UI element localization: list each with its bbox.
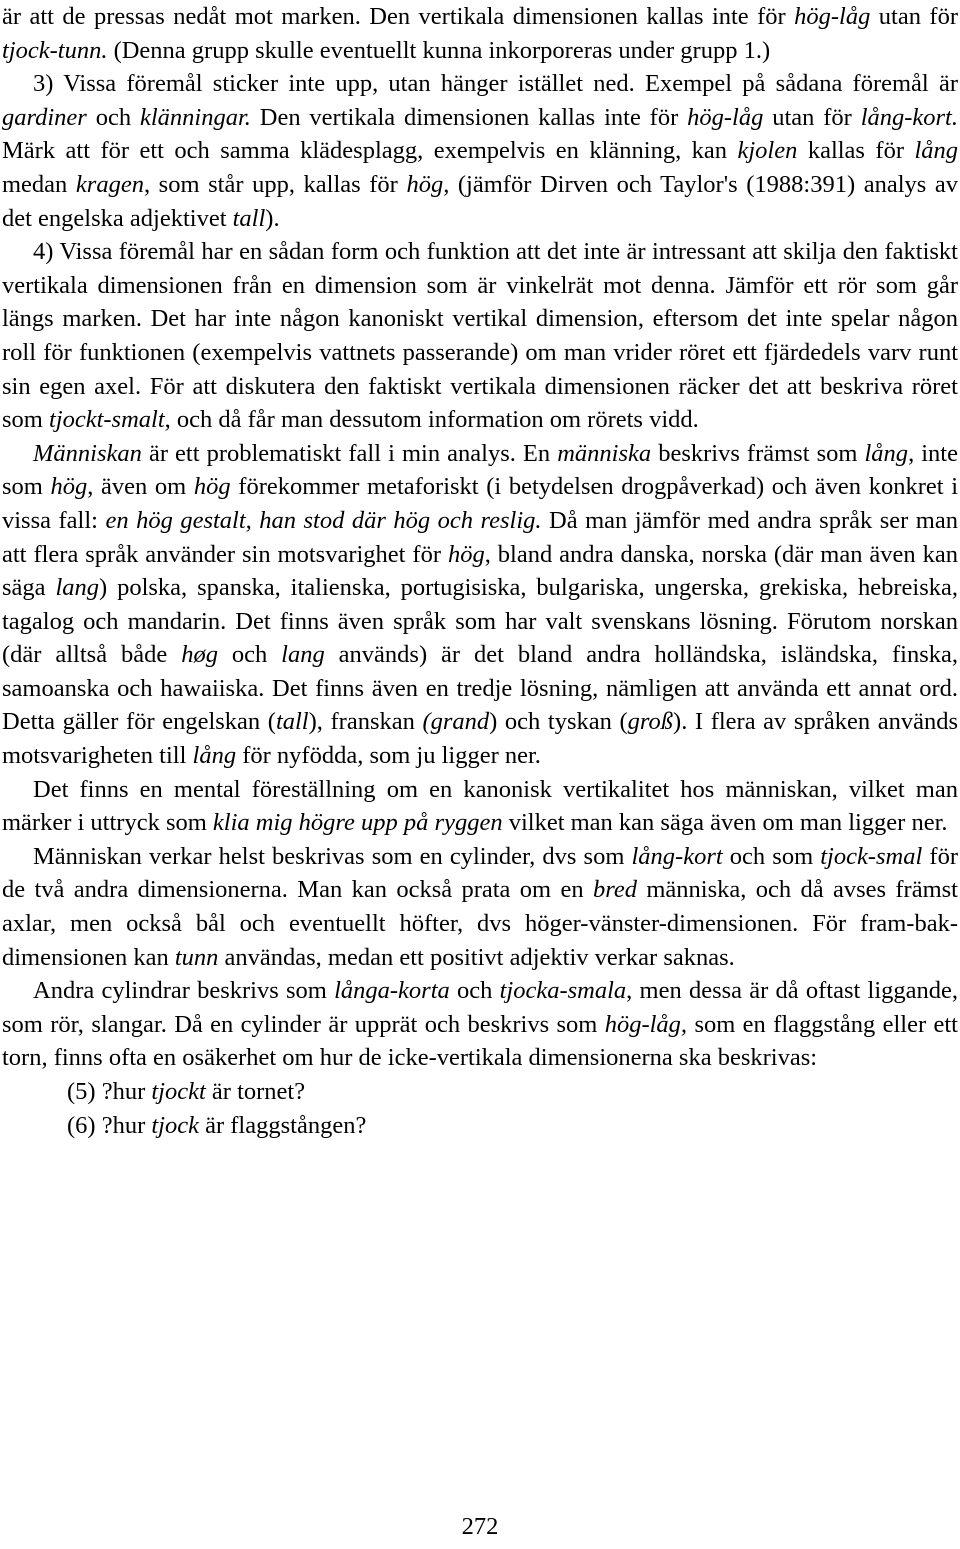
text-run: (jämför Dirven och Taylor's (1988:391) analys av det engelska adjektivet	[2, 170, 959, 232]
italic-term: lång-kort	[631, 842, 723, 870]
italic-term: groß	[627, 708, 674, 736]
text-run: vilket man kan säga även om man ligger ner.	[502, 809, 948, 837]
example-list	[2, 1075, 958, 1142]
italic-term: kragen	[75, 170, 144, 198]
text-run: används) är det bland andra holländska, isländska, finska, samoanska och hawaiiska. Det finns även en tredje lösning, nämligen att använda ett annat ord. Detta gäller för engelskan (	[2, 641, 958, 736]
text-run: för nyfödda, som ju ligger ner.	[236, 742, 541, 770]
italic-term: lång	[192, 742, 237, 770]
text-run: (5) ?hur	[67, 1078, 152, 1105]
example-6	[2, 1109, 958, 1143]
paragraph-andra-cylindrar	[2, 974, 958, 1075]
text-run: , inte som	[2, 439, 958, 501]
italic-term: lång	[864, 439, 909, 467]
italic-term: bred	[592, 876, 637, 904]
italic-term: (grand	[422, 708, 490, 736]
text-run: 3) Vissa föremål sticker inte upp, utan hänger istället ned. Exempel på sådana föremål är	[33, 70, 958, 98]
paragraph-cylinder-manniska	[2, 840, 958, 974]
italic-term: tjockt	[151, 1078, 206, 1105]
text-run: utan för	[763, 103, 861, 131]
italic-term: tjock	[151, 1111, 199, 1139]
italic-term: hög	[447, 540, 485, 568]
italic-term: tjock-tunn.	[2, 36, 108, 64]
text-run: ).	[265, 204, 280, 232]
text-run: medan	[2, 170, 76, 198]
text-run: människa, och då avses främst axlar, men också bål och eventuellt höfter, dvs höger-vänster-dimensionen. För fram-bak-dimensionen kan	[2, 876, 958, 971]
italic-term: tjockt-smalt	[48, 406, 165, 434]
text-run: och	[449, 977, 500, 1005]
paragraph-group4	[2, 235, 958, 437]
text-run: ) och tyskan (	[489, 708, 628, 736]
text-run: och	[217, 641, 282, 669]
paragraph-manniskan	[2, 437, 958, 773]
italic-term: hög	[50, 473, 88, 501]
text-run: ). I flera av språken används motsvarigheten till	[2, 708, 958, 770]
italic-term: hög-låg	[687, 103, 764, 131]
italic-term: tjock-smal	[820, 842, 923, 870]
text-run: förekommer metaforiskt (i betydelsen drogpåverkad) och även konkret i vissa fall:	[2, 473, 959, 534]
text-run: och	[86, 103, 140, 131]
italic-term: hög-låg,	[604, 1010, 688, 1038]
text-run: Då man jämför med andra språk ser man att flera språk använder sin motsvarighet för	[2, 506, 958, 568]
italic-term: lång-kort.	[860, 103, 958, 131]
text-run: som en flaggstång eller ett torn, finns ofta en osäkerhet om hur de icke-vertikala dimensionerna ska beskrivas:	[2, 1010, 958, 1072]
text-run: är att de pressas nedåt mot marken. Den vertikala dimensionen kallas inte för	[2, 3, 795, 30]
text-run: är tornet?	[205, 1078, 306, 1105]
text-run: , bland andra danska, norska (där man även kan säga	[2, 540, 958, 602]
text-run: (6) ?hur	[67, 1111, 152, 1139]
italic-term: tall	[275, 708, 309, 736]
italic-term: lång	[914, 137, 959, 165]
text-run: , även om	[87, 473, 194, 501]
text-run: Andra cylindrar beskrivs som	[33, 977, 335, 1005]
italic-term: en hög gestalt, han stod där hög och reslig.	[105, 506, 542, 534]
italic-term: hög	[193, 473, 231, 501]
text-run: Människan verkar helst beskrivas som en cylinder, dvs som	[33, 842, 632, 870]
text-run: , och då får man dessutom information om rörets vidd.	[164, 406, 699, 434]
italic-term: lang	[55, 574, 100, 602]
italic-term: människa	[557, 439, 652, 467]
text-run: för de två andra dimensionerna. Man kan också prata om en	[2, 842, 958, 904]
italic-term: tunn	[174, 943, 219, 971]
text-run: ), franskan	[308, 708, 423, 736]
paragraph-mental-vertikalitet	[2, 773, 958, 840]
text-run: utan för	[870, 3, 958, 30]
text-run: , som står upp, kallas för	[143, 170, 407, 198]
text-run: 4) Vissa föremål har en sådan form och funktion att det inte är intressant att skilja den faktiskt vertikala dimensionen från en dimension som är vinkelrät mot denna. Jämför ett rör som går längs marken. Det har inte någon kanoniskt vertikal dimension, eftersom det inte spelar någon roll för funktionen (exempelvis vattnets passerande) om man vrider röret ett fjärdedels varv runt sin egen axel. För att diskutera den faktiskt vertikala dimensionen räcker det att beskriva röret som	[2, 238, 958, 434]
text-run: ) polska, spanska, italienska, portugisiska, bulgariska, ungerska, grekiska, hebreiska, tagalog och mandarin. Det finns även språk som har valt svenskans lösning. Förutom norskan (där alltså både	[2, 574, 958, 669]
text-run: kallas för	[797, 137, 915, 165]
italic-term: klia mig högre upp på ryggen	[212, 809, 503, 837]
italic-term: lang	[281, 641, 325, 669]
text-run: beskrivs främst som	[651, 439, 865, 467]
italic-term: gardiner	[2, 103, 87, 131]
text-run: Det finns en mental föreställning om en kanonisk vertikalitet hos människan, vilket man märker i uttryck som	[2, 775, 958, 837]
italic-term: hög-låg	[794, 3, 871, 30]
text-run: (Denna grupp skulle eventuellt kunna inkorporeras under grupp 1.)	[107, 36, 771, 64]
italic-term: långa-korta	[334, 977, 450, 1005]
example-5	[2, 1075, 958, 1109]
italic-term: hög,	[406, 170, 450, 198]
italic-term: klänningar.	[139, 103, 251, 131]
text-run: och som	[722, 842, 821, 870]
text-run: , men dessa är då oftast liggande, som rör, slangar. Då en cylinder är upprät och beskrivs som	[2, 977, 959, 1038]
paragraph-group3	[2, 67, 958, 235]
text-run: Den vertikala dimensionen kallas inte för	[250, 103, 688, 131]
page-number: 272	[461, 1513, 499, 1540]
text-run: användas, medan ett positivt adjektiv verkar saknas.	[218, 943, 735, 971]
text-run: Märk att för ett och samma klädesplagg, exempelvis en klänning, kan	[2, 137, 738, 165]
paragraph-list	[2, 0, 958, 1075]
italic-term: Människan	[33, 439, 142, 467]
text-run: är flaggstången?	[198, 1111, 367, 1139]
body-text	[2, 0, 958, 1142]
italic-term: tjocka-smala	[499, 977, 627, 1005]
italic-term: kjolen	[737, 137, 798, 165]
paragraph-group2-continuation	[2, 0, 958, 67]
italic-term: tall	[232, 204, 266, 232]
italic-term: høg	[181, 641, 218, 669]
text-run: är ett problematiskt fall i min analys. En	[141, 439, 558, 467]
